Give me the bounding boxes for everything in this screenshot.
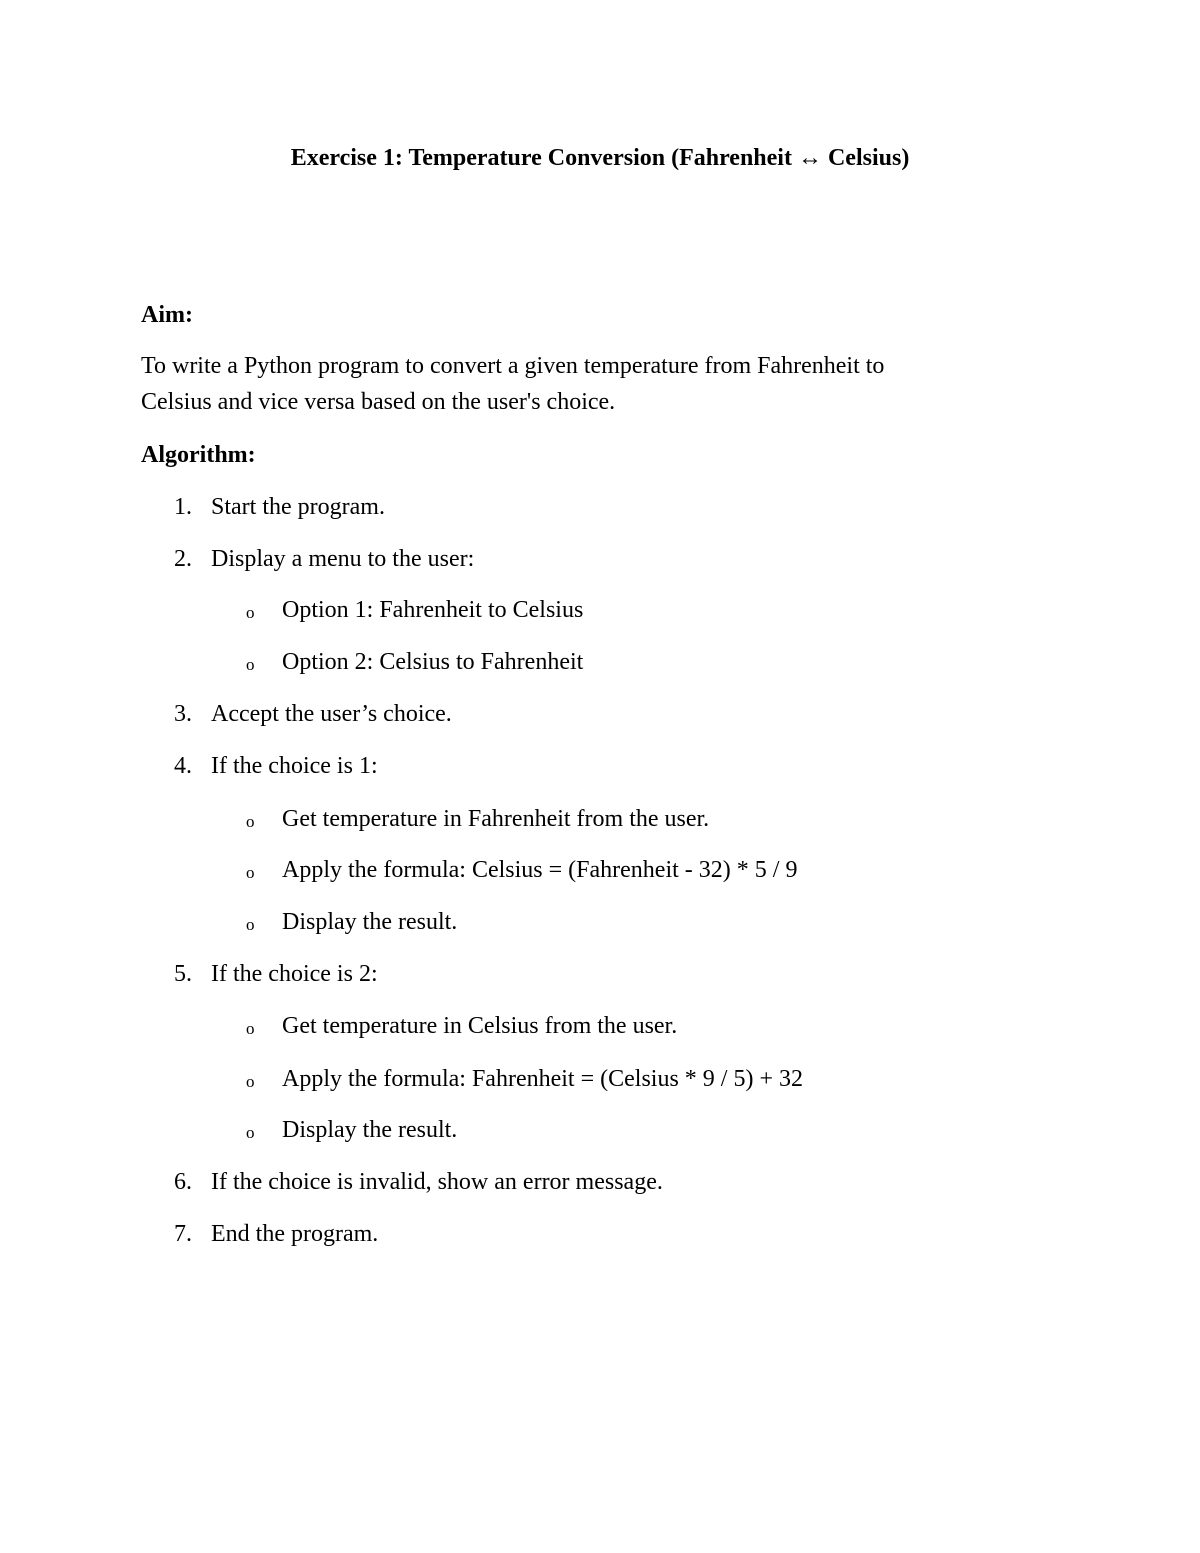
step-text: Display a menu to the user: (211, 546, 475, 572)
bullet-icon: o (246, 655, 255, 674)
step-text: Accept the user’s choice. (211, 701, 452, 727)
step-number: 3. (174, 701, 192, 727)
sub-step-text: Display the result. (282, 1117, 458, 1143)
step-number: 4. (174, 753, 192, 779)
step-text: Start the program. (211, 494, 385, 520)
sub-step-text: Option 2: Celsius to Fahrenheit (282, 649, 584, 675)
aim-text-line-1: To write a Python program to convert a given temperature from Fahrenheit to (141, 353, 885, 379)
bullet-icon: o (246, 915, 255, 934)
aim-heading: Aim: (141, 302, 193, 328)
bullet-icon: o (246, 863, 255, 882)
aim-text-line-2: Celsius and vice versa based on the user's choice. (141, 389, 616, 415)
sub-step-text: Get temperature in Celsius from the user. (282, 1013, 678, 1039)
step-number: 7. (174, 1221, 192, 1247)
step-number: 2. (174, 546, 192, 572)
step-text: If the choice is 2: (211, 961, 378, 987)
sub-step-text: Apply the formula: Fahrenheit = (Celsius * 9 / 5) + 32 (282, 1066, 803, 1092)
sub-step-text: Option 1: Fahrenheit to Celsius (282, 597, 584, 623)
bullet-icon: o (246, 812, 255, 831)
algorithm-heading: Algorithm: (141, 442, 256, 468)
page-title: Exercise 1: Temperature Conversion (Fahrenheit ↔ Celsius) (290, 145, 910, 171)
sub-step-text: Display the result. (282, 909, 458, 935)
bullet-icon: o (246, 1072, 255, 1091)
bullet-icon: o (246, 603, 255, 622)
step-number: 6. (174, 1169, 192, 1195)
bullet-icon: o (246, 1123, 255, 1142)
step-text: If the choice is invalid, show an error message. (211, 1169, 663, 1195)
sub-step-text: Apply the formula: Celsius = (Fahrenheit - 32) * 5 / 9 (282, 857, 798, 883)
step-text: If the choice is 1: (211, 753, 378, 779)
step-text: End the program. (211, 1221, 379, 1247)
step-number: 1. (174, 494, 192, 520)
step-number: 5. (174, 961, 192, 987)
bullet-icon: o (246, 1019, 255, 1038)
sub-step-text: Get temperature in Fahrenheit from the user. (282, 806, 710, 832)
